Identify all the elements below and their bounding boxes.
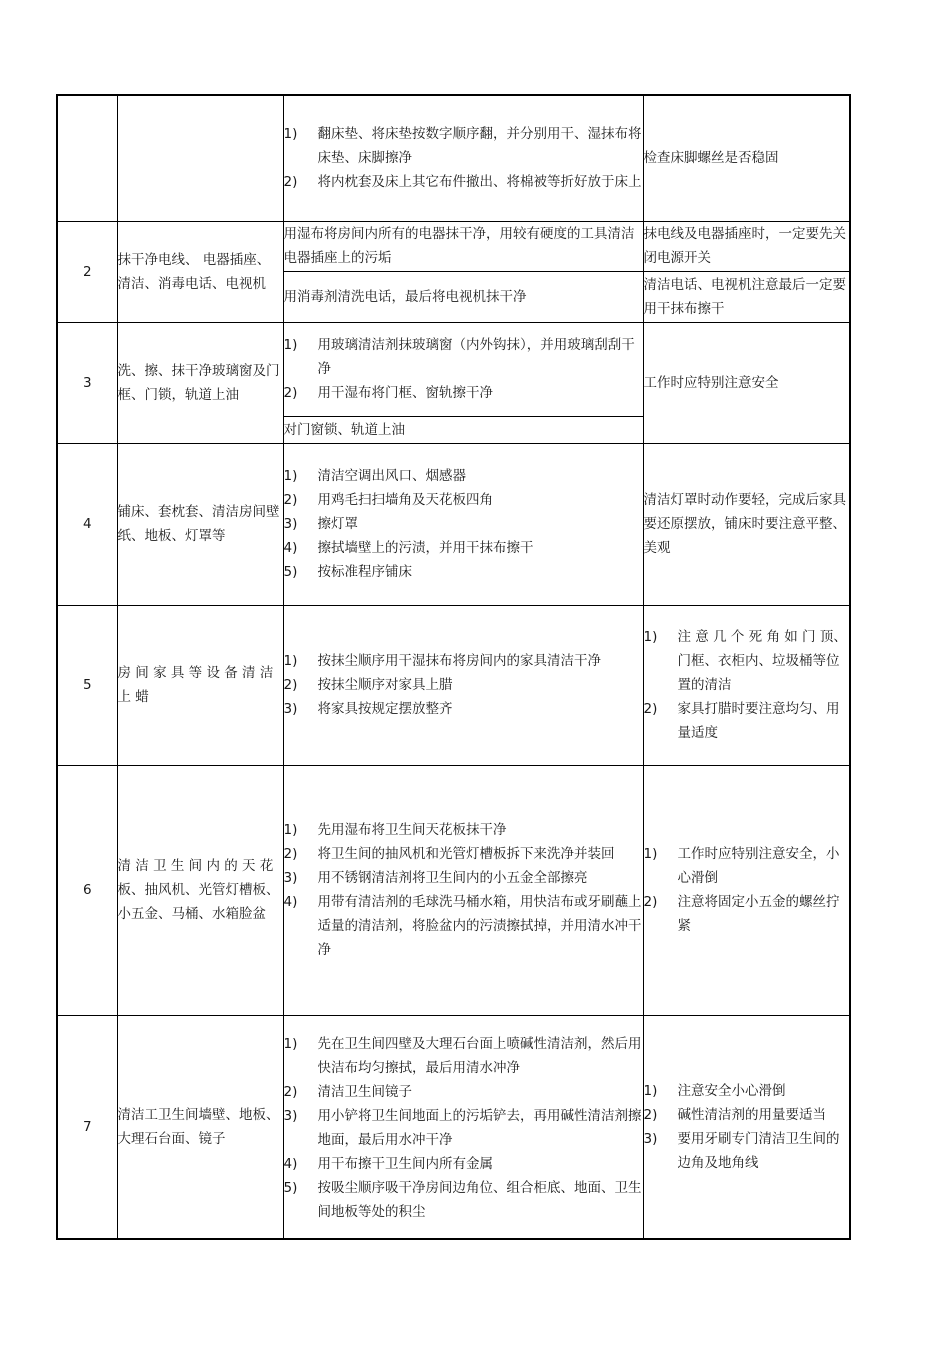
task-description: 清 洁 卫 生 间 内 的 天 花板、抽风机、光管灯槽板、小五金、马桶、水箱脸盆 bbox=[117, 765, 283, 1015]
item-text: 擦灯罩 bbox=[317, 516, 358, 532]
table-row bbox=[57, 765, 850, 1015]
item-text: 注意将固定小五金的螺丝拧紧 bbox=[677, 894, 840, 934]
item-number: 5) bbox=[283, 1179, 298, 1196]
item-text: 将卫生间的抽风机和光管灯槽板拆下来洗净并装回 bbox=[317, 846, 615, 862]
item-text: 先在卫生间四壁及大理石台面上喷碱性清洁剂，然后用快洁布均匀擦拭，最后用清水冲净 bbox=[317, 1035, 642, 1076]
row-number: 3 bbox=[57, 322, 117, 443]
item-number: 2) bbox=[643, 701, 658, 717]
item-number: 1) bbox=[283, 653, 298, 669]
note-cell bbox=[643, 1015, 850, 1239]
procedure-table-container bbox=[56, 94, 851, 1240]
note-cell bbox=[643, 605, 850, 765]
item-number: 3) bbox=[283, 701, 298, 717]
procedure-cell bbox=[283, 322, 643, 416]
item-number: 4) bbox=[283, 540, 298, 556]
task-description: 房 间 家 具 等 设 备 清 洁 上 蜡 bbox=[117, 605, 283, 765]
item-number: 2) bbox=[643, 894, 658, 910]
task-description: 抹干净电线、 电器插座、清洁、消毒电话、电视机 bbox=[117, 221, 283, 322]
item-text: 要用牙刷专门清洁卫生间的边角及地角线 bbox=[677, 1130, 840, 1171]
task-description: 铺床、套枕套、清洁房间壁纸、地板、灯罩等 bbox=[117, 443, 283, 605]
procedure-list bbox=[284, 122, 643, 194]
item-number: 2) bbox=[283, 492, 298, 508]
procedure-cell bbox=[283, 95, 643, 221]
item-text: 碱性清洁剂的用量要适当 bbox=[677, 1106, 826, 1123]
item-text: 用带有清洁剂的毛球洗马桶水箱，用快洁布或牙刷蘸上适量的清洁剂，将脸盆内的污渍擦拭掉，并用清水冲干净 bbox=[317, 894, 642, 958]
item-number: 4) bbox=[283, 1155, 298, 1172]
list-item bbox=[284, 1152, 643, 1176]
procedure-list bbox=[284, 649, 643, 721]
list-item bbox=[284, 890, 643, 962]
procedure-list bbox=[284, 333, 643, 405]
procedure-cell bbox=[283, 1015, 643, 1239]
list-item bbox=[644, 625, 850, 697]
note-cell: 检查床脚螺丝是否稳固 bbox=[643, 95, 850, 221]
item-text: 翻床垫、将床垫按数字顺序翻，并分别用干、湿抹布将床垫、床脚擦净 bbox=[317, 126, 642, 167]
list-item bbox=[284, 560, 643, 584]
table-row bbox=[57, 322, 850, 416]
item-text: 按吸尘顺序吸干净房间边角位、组合柜底、地面、卫生间地板等处的积尘 bbox=[317, 1179, 642, 1220]
item-number: 1) bbox=[283, 468, 298, 484]
item-text: 按抹尘顺序用干湿抹布将房间内的家具清洁干净 bbox=[317, 653, 601, 669]
list-item bbox=[284, 649, 643, 673]
item-text: 用小铲将卫生间地面上的污垢铲去，再用碱性清洁剂擦地面，最后用水冲干净 bbox=[317, 1107, 642, 1148]
table-row bbox=[57, 443, 850, 605]
procedure-list bbox=[284, 1032, 643, 1224]
list-item bbox=[284, 842, 643, 866]
list-item bbox=[644, 1127, 850, 1175]
item-number: 2) bbox=[283, 1083, 298, 1100]
note-list bbox=[644, 842, 850, 938]
note-list bbox=[644, 1079, 850, 1175]
list-item bbox=[644, 1103, 850, 1127]
item-number: 2) bbox=[283, 677, 298, 693]
item-number: 5) bbox=[283, 564, 298, 580]
item-number: 1) bbox=[283, 126, 298, 143]
list-item bbox=[284, 381, 643, 405]
item-number: 3) bbox=[283, 1107, 298, 1124]
item-text: 将家具按规定摆放整齐 bbox=[317, 701, 453, 717]
item-number: 2) bbox=[283, 385, 298, 401]
table-row bbox=[57, 221, 850, 271]
row-number: 5 bbox=[57, 605, 117, 765]
item-number: 2) bbox=[643, 1106, 658, 1123]
list-item bbox=[284, 1104, 643, 1152]
row-number: 7 bbox=[57, 1015, 117, 1239]
item-number: 4) bbox=[283, 894, 298, 910]
item-text: 用干湿布将门框、窗轨擦干净 bbox=[317, 385, 493, 401]
item-number: 1) bbox=[643, 629, 658, 645]
task-description bbox=[117, 95, 283, 221]
item-number: 2) bbox=[283, 174, 298, 191]
row-number bbox=[57, 95, 117, 221]
procedure-list bbox=[284, 464, 643, 584]
item-number: 3) bbox=[283, 870, 298, 886]
list-item bbox=[284, 488, 643, 512]
item-number: 2) bbox=[283, 846, 298, 862]
task-description: 清洁工卫生间墙壁、地板、大理石台面、镜子 bbox=[117, 1015, 283, 1239]
procedure-cell bbox=[283, 443, 643, 605]
note-cell: 清洁电话、电视机注意最后一定要用干抹布擦干 bbox=[643, 271, 850, 322]
item-number: 3) bbox=[283, 516, 298, 532]
table-row bbox=[57, 1015, 850, 1239]
item-number: 3) bbox=[643, 1130, 658, 1147]
item-text: 工作时应特别注意安全，小心滑倒 bbox=[677, 846, 840, 886]
item-number: 1) bbox=[283, 822, 298, 838]
list-item bbox=[284, 818, 643, 842]
list-item bbox=[284, 673, 643, 697]
procedure-cell: 用消毒剂清洗电话，最后将电视机抹干净 bbox=[283, 271, 643, 322]
row-number: 4 bbox=[57, 443, 117, 605]
list-item bbox=[644, 842, 850, 890]
item-text: 将内枕套及床上其它布件撤出、将棉被等折好放于床上 bbox=[317, 174, 642, 191]
item-text: 注意安全小心滑倒 bbox=[677, 1082, 786, 1099]
list-item bbox=[284, 1176, 643, 1224]
list-item bbox=[284, 122, 643, 170]
table-row bbox=[57, 605, 850, 765]
note-cell: 工作时应特别注意安全 bbox=[643, 322, 850, 443]
item-number: 1) bbox=[643, 846, 658, 862]
procedure-cell: 对门窗锁、轨道上油 bbox=[283, 416, 643, 443]
list-item bbox=[284, 1080, 643, 1104]
list-item bbox=[284, 170, 643, 194]
list-item bbox=[284, 512, 643, 536]
item-text: 用不锈钢清洁剂将卫生间内的小五金全部擦亮 bbox=[317, 870, 588, 886]
list-item bbox=[284, 333, 643, 381]
list-item bbox=[284, 464, 643, 488]
item-text: 清洁空调出风口、烟感器 bbox=[317, 468, 466, 484]
procedure-list bbox=[284, 818, 643, 962]
cleaning-procedure-table bbox=[56, 94, 851, 1240]
procedure-cell bbox=[283, 605, 643, 765]
item-text: 注 意 几 个 死 角 如 门 顶、门框、衣柜内、垃圾桶等位置的清洁 bbox=[677, 629, 847, 693]
row-number: 2 bbox=[57, 221, 117, 322]
item-text: 擦拭墙壁上的污渍，并用干抹布擦干 bbox=[317, 540, 534, 556]
item-text: 清洁卫生间镜子 bbox=[317, 1083, 412, 1100]
item-text: 先用湿布将卫生间天花板抹干净 bbox=[317, 822, 507, 838]
list-item bbox=[644, 1079, 850, 1103]
item-text: 用鸡毛扫扫墙角及天花板四角 bbox=[317, 492, 493, 508]
task-description: 洗、擦、抹干净玻璃窗及门框、门锁，轨道上油 bbox=[117, 322, 283, 443]
item-text: 家具打腊时要注意均匀、用量适度 bbox=[677, 701, 840, 741]
note-cell: 清洁灯罩时动作要轻，完成后家具要还原摆放，铺床时要注意平整、美观 bbox=[643, 443, 850, 605]
note-cell: 抹电线及电器插座时，一定要先关闭电源开关 bbox=[643, 221, 850, 271]
item-number: 1) bbox=[283, 337, 298, 353]
item-number: 1) bbox=[283, 1035, 298, 1052]
list-item bbox=[644, 890, 850, 938]
list-item bbox=[284, 866, 643, 890]
row-number: 6 bbox=[57, 765, 117, 1015]
procedure-cell: 用湿布将房间内所有的电器抹干净，用较有硬度的工具清洁电器插座上的污垢 bbox=[283, 221, 643, 271]
table-row bbox=[57, 95, 850, 221]
list-item bbox=[644, 697, 850, 745]
procedure-cell bbox=[283, 765, 643, 1015]
note-list bbox=[644, 625, 850, 745]
list-item bbox=[284, 1032, 643, 1080]
item-text: 用玻璃清洁剂抹玻璃窗（内外钩抹），并用玻璃刮刮干净 bbox=[317, 337, 635, 377]
item-text: 用干布擦干卫生间内所有金属 bbox=[317, 1155, 493, 1172]
note-cell bbox=[643, 765, 850, 1015]
list-item bbox=[284, 697, 643, 721]
list-item bbox=[284, 536, 643, 560]
item-number: 1) bbox=[643, 1082, 658, 1099]
item-text: 按标准程序铺床 bbox=[317, 564, 412, 580]
item-text: 按抹尘顺序对家具上腊 bbox=[317, 677, 453, 693]
